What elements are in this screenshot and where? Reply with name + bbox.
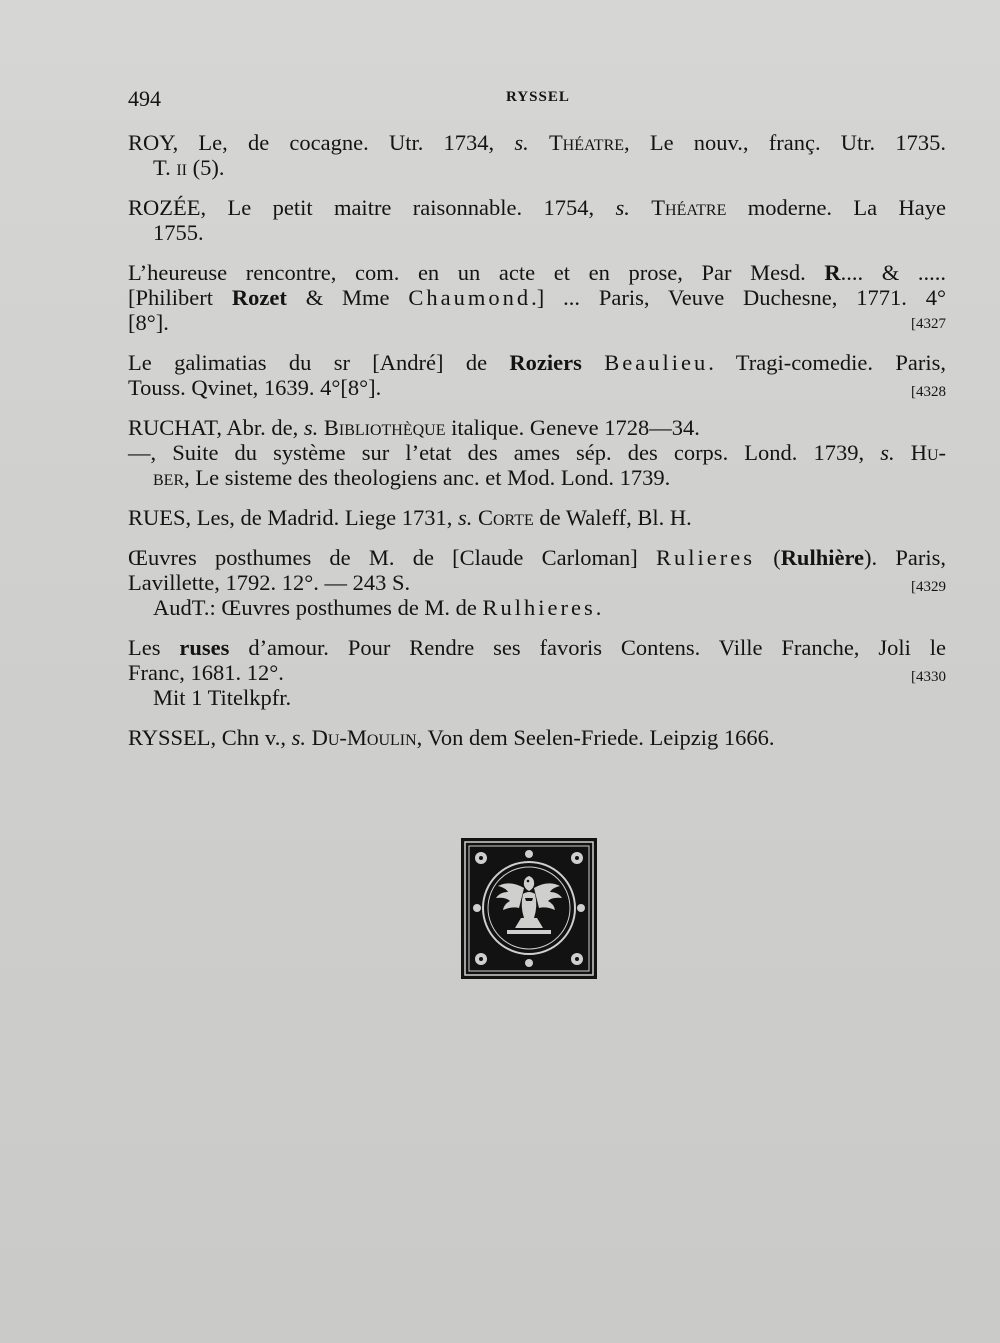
text-span: Bibliothèque bbox=[323, 415, 446, 440]
entry-line bbox=[128, 465, 946, 490]
text-span: Théatre bbox=[548, 130, 625, 155]
text-span: AudT.: Œuvres posthumes de M. de bbox=[153, 595, 483, 620]
running-head: RYSSEL bbox=[506, 89, 570, 105]
text-span: italique. Geneve 1728—34. bbox=[445, 415, 700, 440]
bibliography-entries bbox=[128, 130, 946, 765]
eagle-ornament-icon bbox=[461, 838, 597, 979]
text-span: L’heureuse rencontre, com. en un acte et en prose, Par Mesd. bbox=[128, 260, 825, 285]
text-span: , Le sisteme des theologiens anc. et Mod. Lond. 1739. bbox=[184, 465, 671, 490]
text-span: & Mme bbox=[286, 285, 409, 310]
entry-galimatias bbox=[128, 350, 946, 400]
text-span: . bbox=[595, 595, 602, 620]
catalog-number: [4329 bbox=[911, 579, 946, 595]
text-span: d’amour. Pour Rendre ses favoris Contens. Ville Franche, Joli le bbox=[229, 635, 946, 660]
text-span: Beaulieu bbox=[604, 350, 709, 375]
entry-line bbox=[128, 545, 946, 570]
text-span: ). Paris, bbox=[864, 545, 946, 570]
text-span: ber bbox=[153, 465, 185, 490]
text-span: Rulhière bbox=[780, 545, 865, 570]
text-span: , Le nouv., franç. Utr. 1735. bbox=[624, 130, 946, 155]
text-span: Roziers bbox=[509, 350, 582, 375]
page-header bbox=[128, 86, 946, 112]
entry-line bbox=[128, 440, 946, 465]
text-span: ( bbox=[754, 545, 781, 570]
text-span bbox=[582, 350, 604, 375]
text-span: s. bbox=[457, 505, 473, 530]
text-span bbox=[529, 130, 549, 155]
entry-line bbox=[128, 415, 946, 440]
entry-ruchat bbox=[128, 415, 946, 490]
text-span: Rozet bbox=[231, 285, 287, 310]
entry-line bbox=[128, 725, 946, 750]
text-span: ROZÉE, Le petit maitre raisonnable. 1754, bbox=[128, 195, 616, 220]
text-span bbox=[630, 195, 651, 220]
text-span: , Von dem Seelen-Friede. Leipzig 1666. bbox=[416, 725, 775, 750]
catalog-number: [4327 bbox=[911, 316, 946, 332]
text-span: s. bbox=[880, 440, 895, 465]
text-span: Corte bbox=[477, 505, 534, 530]
text-span: ROY, Le, de cocagne. Utr. 1734, bbox=[128, 130, 515, 155]
text-span: s. bbox=[291, 725, 306, 750]
text-span: Les bbox=[128, 635, 180, 660]
text-span: Chaumond bbox=[408, 285, 532, 310]
entry-line: T. ii (5). bbox=[153, 155, 225, 180]
text-span: . Tragi-comedie. Paris, bbox=[708, 350, 946, 375]
entry-ryssel bbox=[128, 725, 946, 750]
text-span: Du-Moulin bbox=[311, 725, 417, 750]
entry-line: Touss. Qvinet, 1639. 4°[8°]. bbox=[128, 375, 382, 400]
text-span: RUCHAT, Abr. de, bbox=[128, 415, 304, 440]
entry-rozee bbox=[128, 195, 946, 245]
text-span: .] ... Paris, Veuve Duchesne, 1771. 4° bbox=[531, 285, 946, 310]
text-span: moderne. La Haye bbox=[726, 195, 947, 220]
entry-line bbox=[128, 505, 946, 530]
entry-oeuvres bbox=[128, 545, 946, 620]
text-span: s. bbox=[303, 415, 319, 440]
entry-line bbox=[128, 130, 946, 155]
text-span: RUES, Les, de Madrid. Liege 1731, bbox=[128, 505, 458, 530]
text-span: Rulhieres bbox=[482, 595, 596, 620]
text-span: R bbox=[824, 260, 841, 285]
entry-line: 1755. bbox=[153, 220, 204, 245]
catalog-number: [4328 bbox=[911, 384, 946, 400]
entry-ruses bbox=[128, 635, 946, 710]
entry-line: Franc, 1681. 12°. bbox=[128, 660, 284, 685]
text-span: de Waleff, Bl. H. bbox=[533, 505, 692, 530]
entry-line bbox=[128, 285, 946, 310]
entry-line bbox=[128, 595, 946, 620]
text-span: s. bbox=[615, 195, 630, 220]
text-span: .... & ..... bbox=[840, 260, 946, 285]
entry-line bbox=[128, 635, 946, 660]
text-span: —, Suite du système sur l’etat des ames sép. des corps. Lond. 1739, bbox=[128, 440, 881, 465]
page-number: 494 bbox=[128, 86, 161, 111]
entry-line: Lavillette, 1792. 12°. — 243 S. bbox=[128, 570, 411, 595]
entry-line bbox=[128, 195, 946, 220]
text-span: Œuvres posthumes de M. de [Claude Carloman] bbox=[128, 545, 656, 570]
text-span: Théatre bbox=[651, 195, 727, 220]
entry-rues bbox=[128, 505, 946, 530]
entry-line bbox=[128, 260, 946, 285]
text-span: ruses bbox=[179, 635, 230, 660]
entry-heureuse bbox=[128, 260, 946, 335]
text-span: [Philibert bbox=[128, 285, 232, 310]
text-span bbox=[895, 440, 911, 465]
catalog-number: [4330 bbox=[911, 669, 946, 685]
entry-line bbox=[128, 350, 946, 375]
text-span: s. bbox=[514, 130, 529, 155]
text-span: Le galimatias du sr [André] de bbox=[128, 350, 510, 375]
entry-roy bbox=[128, 130, 946, 180]
text-span: RYSSEL, Chn v., bbox=[128, 725, 292, 750]
text-span: Rulieres bbox=[656, 545, 755, 570]
entry-line: Mit 1 Titelkpfr. bbox=[153, 685, 292, 710]
entry-line: [8°]. bbox=[128, 310, 169, 335]
text-span: Hu- bbox=[910, 440, 946, 465]
